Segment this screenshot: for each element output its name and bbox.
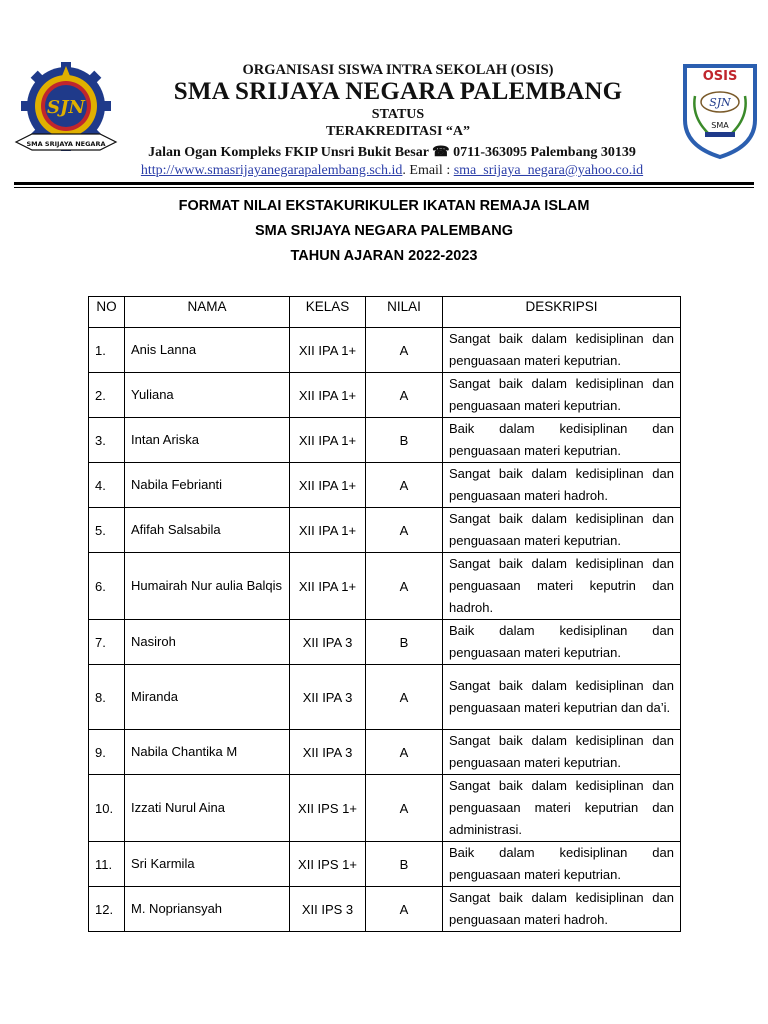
cell-no: 6. (89, 553, 125, 620)
cell-kelas: XII IPA 3 (290, 730, 366, 775)
cell-nama: Izzati Nurul Aina (125, 775, 290, 842)
cell-no: 3. (89, 418, 125, 463)
cell-nilai: A (366, 553, 443, 620)
table-row (89, 665, 681, 730)
cell-nilai: A (366, 887, 443, 932)
table-row (89, 775, 681, 842)
organization-name: ORGANISASI SISWA INTRA SEKOLAH (OSIS) (242, 62, 554, 78)
svg-text:SJN: SJN (47, 97, 85, 118)
cell-kelas: XII IPA 1+ (290, 328, 366, 373)
cell-nilai: A (366, 328, 443, 373)
cell-no: 8. (89, 665, 125, 730)
cell-nama: Nasiroh (125, 620, 290, 665)
website-link[interactable]: http://www.smasrijayanegarapalembang.sch.id (140, 163, 403, 178)
osis-logo-icon (681, 62, 759, 160)
table-row (89, 373, 681, 418)
contact-line (8, 163, 768, 179)
cell-nilai: B (366, 620, 443, 665)
cell-no: 4. (89, 463, 125, 508)
header-kelas: KELAS (290, 297, 366, 328)
header-nama: NAMA (125, 297, 290, 328)
cell-nama: Nabila Febrianti (125, 463, 290, 508)
cell-nama: Humairah Nur aulia Balqis (125, 553, 290, 620)
cell-no: 12. (89, 887, 125, 932)
cell-nama: M. Nopriansyah (125, 887, 290, 932)
school-address: Jalan Ogan Kompleks FKIP Unsri Bukit Besar ☎ 0711-363095 Palembang 30139 (148, 145, 636, 160)
table-row (89, 508, 681, 553)
cell-kelas: XII IPS 3 (290, 887, 366, 932)
cell-deskripsi: Sangat baik dalam kedisiplinan dan penguasaan materi keputrian dan administrasi. (443, 775, 681, 842)
table-row (89, 730, 681, 775)
cell-no: 7. (89, 620, 125, 665)
table-header-row (89, 297, 681, 328)
cell-nilai: B (366, 418, 443, 463)
document-subtitle-school: SMA SRIJAYA NEGARA PALEMBANG (254, 223, 514, 239)
cell-deskripsi: Sangat baik dalam kedisiplinan dan penguasaan materi hadroh. (443, 887, 681, 932)
cell-deskripsi: Sangat baik dalam kedisiplinan dan penguasaan materi keputrian. (443, 328, 681, 373)
cell-nama: Nabila Chantika M (125, 730, 290, 775)
cell-deskripsi: Sangat baik dalam kedisiplinan dan penguasaan materi keputrian. (443, 373, 681, 418)
cell-kelas: XII IPA 1+ (290, 373, 366, 418)
cell-deskripsi: Baik dalam kedisiplinan dan penguasaan materi keputrian. (443, 418, 681, 463)
document-title: FORMAT NILAI EKSTAKURIKULER IKATAN REMAJA ISLAM (178, 198, 590, 214)
grades-table (88, 296, 681, 932)
svg-text:SMA SRIJAYA NEGARA: SMA SRIJAYA NEGARA (26, 140, 106, 148)
cell-no: 1. (89, 328, 125, 373)
table-row (89, 620, 681, 665)
cell-nilai: A (366, 373, 443, 418)
cell-nilai: A (366, 665, 443, 730)
header-nilai: NILAI (366, 297, 443, 328)
cell-kelas: XII IPA 1+ (290, 508, 366, 553)
cell-nilai: B (366, 842, 443, 887)
cell-no: 10. (89, 775, 125, 842)
cell-kelas: XII IPS 1+ (290, 842, 366, 887)
cell-kelas: XII IPA 1+ (290, 463, 366, 508)
table-row (89, 842, 681, 887)
school-name: SMA SRIJAYA NEGARA PALEMBANG (173, 78, 623, 105)
status-label: STATUS (371, 107, 425, 122)
cell-deskripsi: Baik dalam kedisiplinan dan penguasaan materi keputrian. (443, 842, 681, 887)
svg-text:SJN: SJN (709, 96, 731, 109)
cell-kelas: XII IPA 1+ (290, 553, 366, 620)
table-row (89, 418, 681, 463)
letterhead-rule-thick (14, 182, 754, 185)
accreditation: TERAKREDITASI “A” (325, 124, 471, 139)
cell-deskripsi: Sangat baik dalam kedisiplinan dan penguasaan materi hadroh. (443, 463, 681, 508)
cell-no: 11. (89, 842, 125, 887)
cell-deskripsi: Baik dalam kedisiplinan dan penguasaan materi keputrian. (443, 620, 681, 665)
letterhead-rule-thin (14, 187, 754, 188)
table-row (89, 328, 681, 373)
cell-nilai: A (366, 775, 443, 842)
cell-nama: Afifah Salsabila (125, 508, 290, 553)
table-row (89, 463, 681, 508)
cell-nilai: A (366, 508, 443, 553)
svg-text:SMA: SMA (711, 121, 729, 130)
cell-nama: Intan Ariska (125, 418, 290, 463)
cell-nama: Anis Lanna (125, 328, 290, 373)
cell-nama: Sri Karmila (125, 842, 290, 887)
cell-no: 9. (89, 730, 125, 775)
cell-kelas: XII IPA 3 (290, 620, 366, 665)
email-link[interactable]: sma_srijaya_negara@yahoo.co.id (453, 163, 644, 178)
document-subtitle-year: TAHUN AJARAN 2022-2023 (290, 248, 478, 264)
cell-no: 5. (89, 508, 125, 553)
table-row (89, 553, 681, 620)
cell-deskripsi: Sangat baik dalam kedisiplinan dan penguasaan materi keputrian dan da’i. (443, 665, 681, 730)
cell-no: 2. (89, 373, 125, 418)
cell-kelas: XII IPA 1+ (290, 418, 366, 463)
cell-deskripsi: Sangat baik dalam kedisiplinan dan penguasaan materi keputrin dan hadroh. (443, 553, 681, 620)
cell-nilai: A (366, 463, 443, 508)
cell-nama: Miranda (125, 665, 290, 730)
header-deskripsi: DESKRIPSI (443, 297, 681, 328)
cell-nama: Yuliana (125, 373, 290, 418)
letterhead (0, 0, 768, 190)
cell-kelas: XII IPA 3 (290, 665, 366, 730)
cell-deskripsi: Sangat baik dalam kedisiplinan dan penguasaan materi keputrian. (443, 730, 681, 775)
table-row (89, 887, 681, 932)
header-no: NO (89, 297, 125, 328)
svg-text:OSIS: OSIS (702, 69, 738, 84)
cell-nilai: A (366, 730, 443, 775)
cell-deskripsi: Sangat baik dalam kedisiplinan dan penguasaan materi keputrian. (443, 508, 681, 553)
cell-kelas: XII IPS 1+ (290, 775, 366, 842)
email-label: . Email : (402, 163, 454, 178)
